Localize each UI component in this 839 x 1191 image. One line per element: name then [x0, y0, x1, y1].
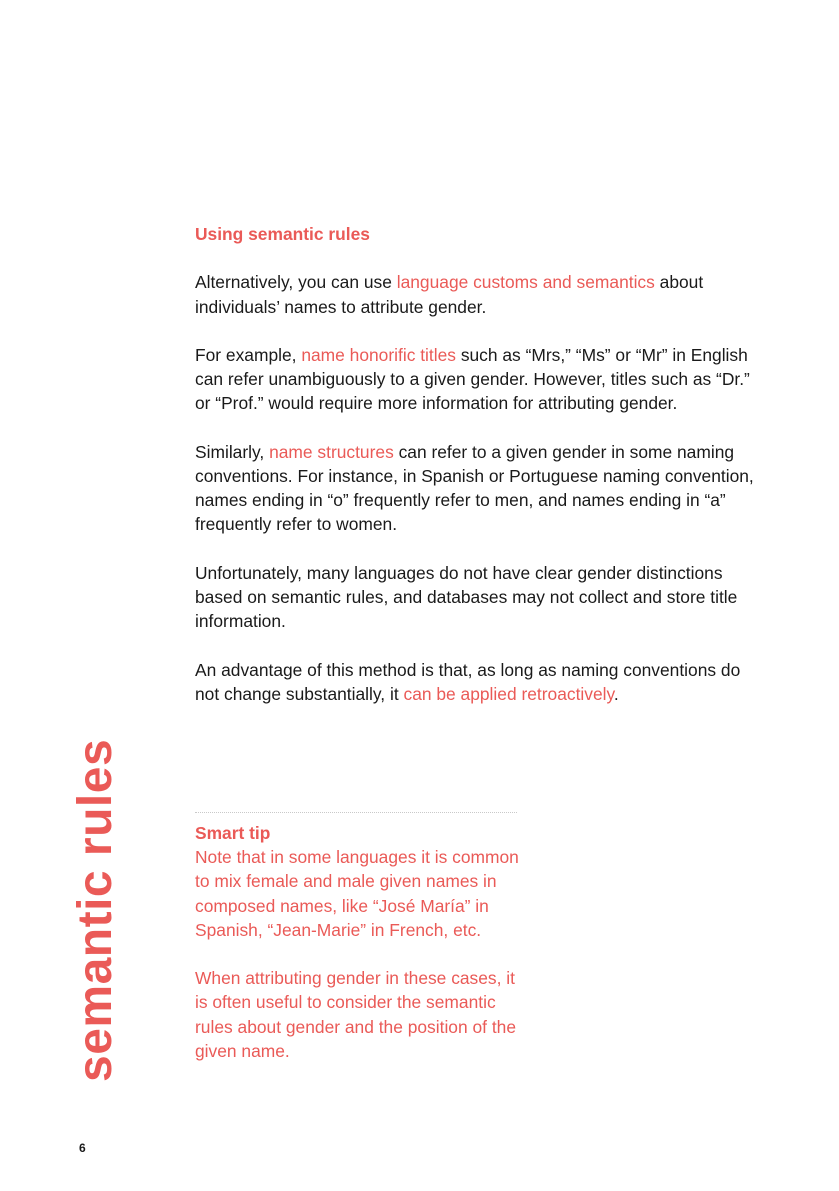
smart-tip-box — [195, 812, 520, 1087]
page-number: 6 — [79, 1141, 86, 1155]
paragraph-5: An advantage of this method is that, as long as naming conventions do not change substantially, it can be applied retroactively. — [195, 659, 741, 704]
dotted-divider — [195, 812, 517, 813]
paragraph-3: Similarly, name structures can refer to a given gender in some naming conventions. For instance, in Spanish or Portuguese naming convention, names ending in “o” frequently refer to men, and names ending in “a” frequently refer to women. — [195, 441, 754, 535]
paragraph-1: Alternatively, you can use language customs and semantics about individuals’ names to attribute gender. — [195, 272, 704, 317]
paragraph-2: For example, name honorific titles such as “Mrs,” “Ms” or “Mr” in English can refer unambiguously to a given gender. However, titles such as “Dr.” or “Prof.” would require more information for attributing gender. — [195, 344, 750, 414]
smart-tip-paragraph-1: Note that in some languages it is common to mix female and male given names in composed names, like “José María” in Spanish, “Jean-Marie” in French, etc. — [195, 847, 519, 940]
paragraph-4: Unfortunately, many languages do not have clear gender distinctions based on semantic rules, and databases may not collect and store title information. — [195, 562, 738, 632]
section-heading: Using semantic rules — [195, 224, 370, 244]
smart-tip-title: Smart tip — [195, 823, 271, 843]
highlight-honorific-titles: name honorific titles — [301, 344, 456, 365]
main-content — [195, 222, 765, 730]
highlight-name-structures: name structures — [269, 441, 394, 462]
smart-tip-paragraph-2: When attributing gender in these cases, it is often useful to consider the semantic rules about gender and the position of the given name. — [195, 968, 516, 1061]
highlight-retroactively: can be applied retroactively — [403, 683, 614, 704]
highlight-language-customs: language customs and semantics — [396, 272, 655, 293]
side-title: semantic rules — [69, 738, 122, 1082]
